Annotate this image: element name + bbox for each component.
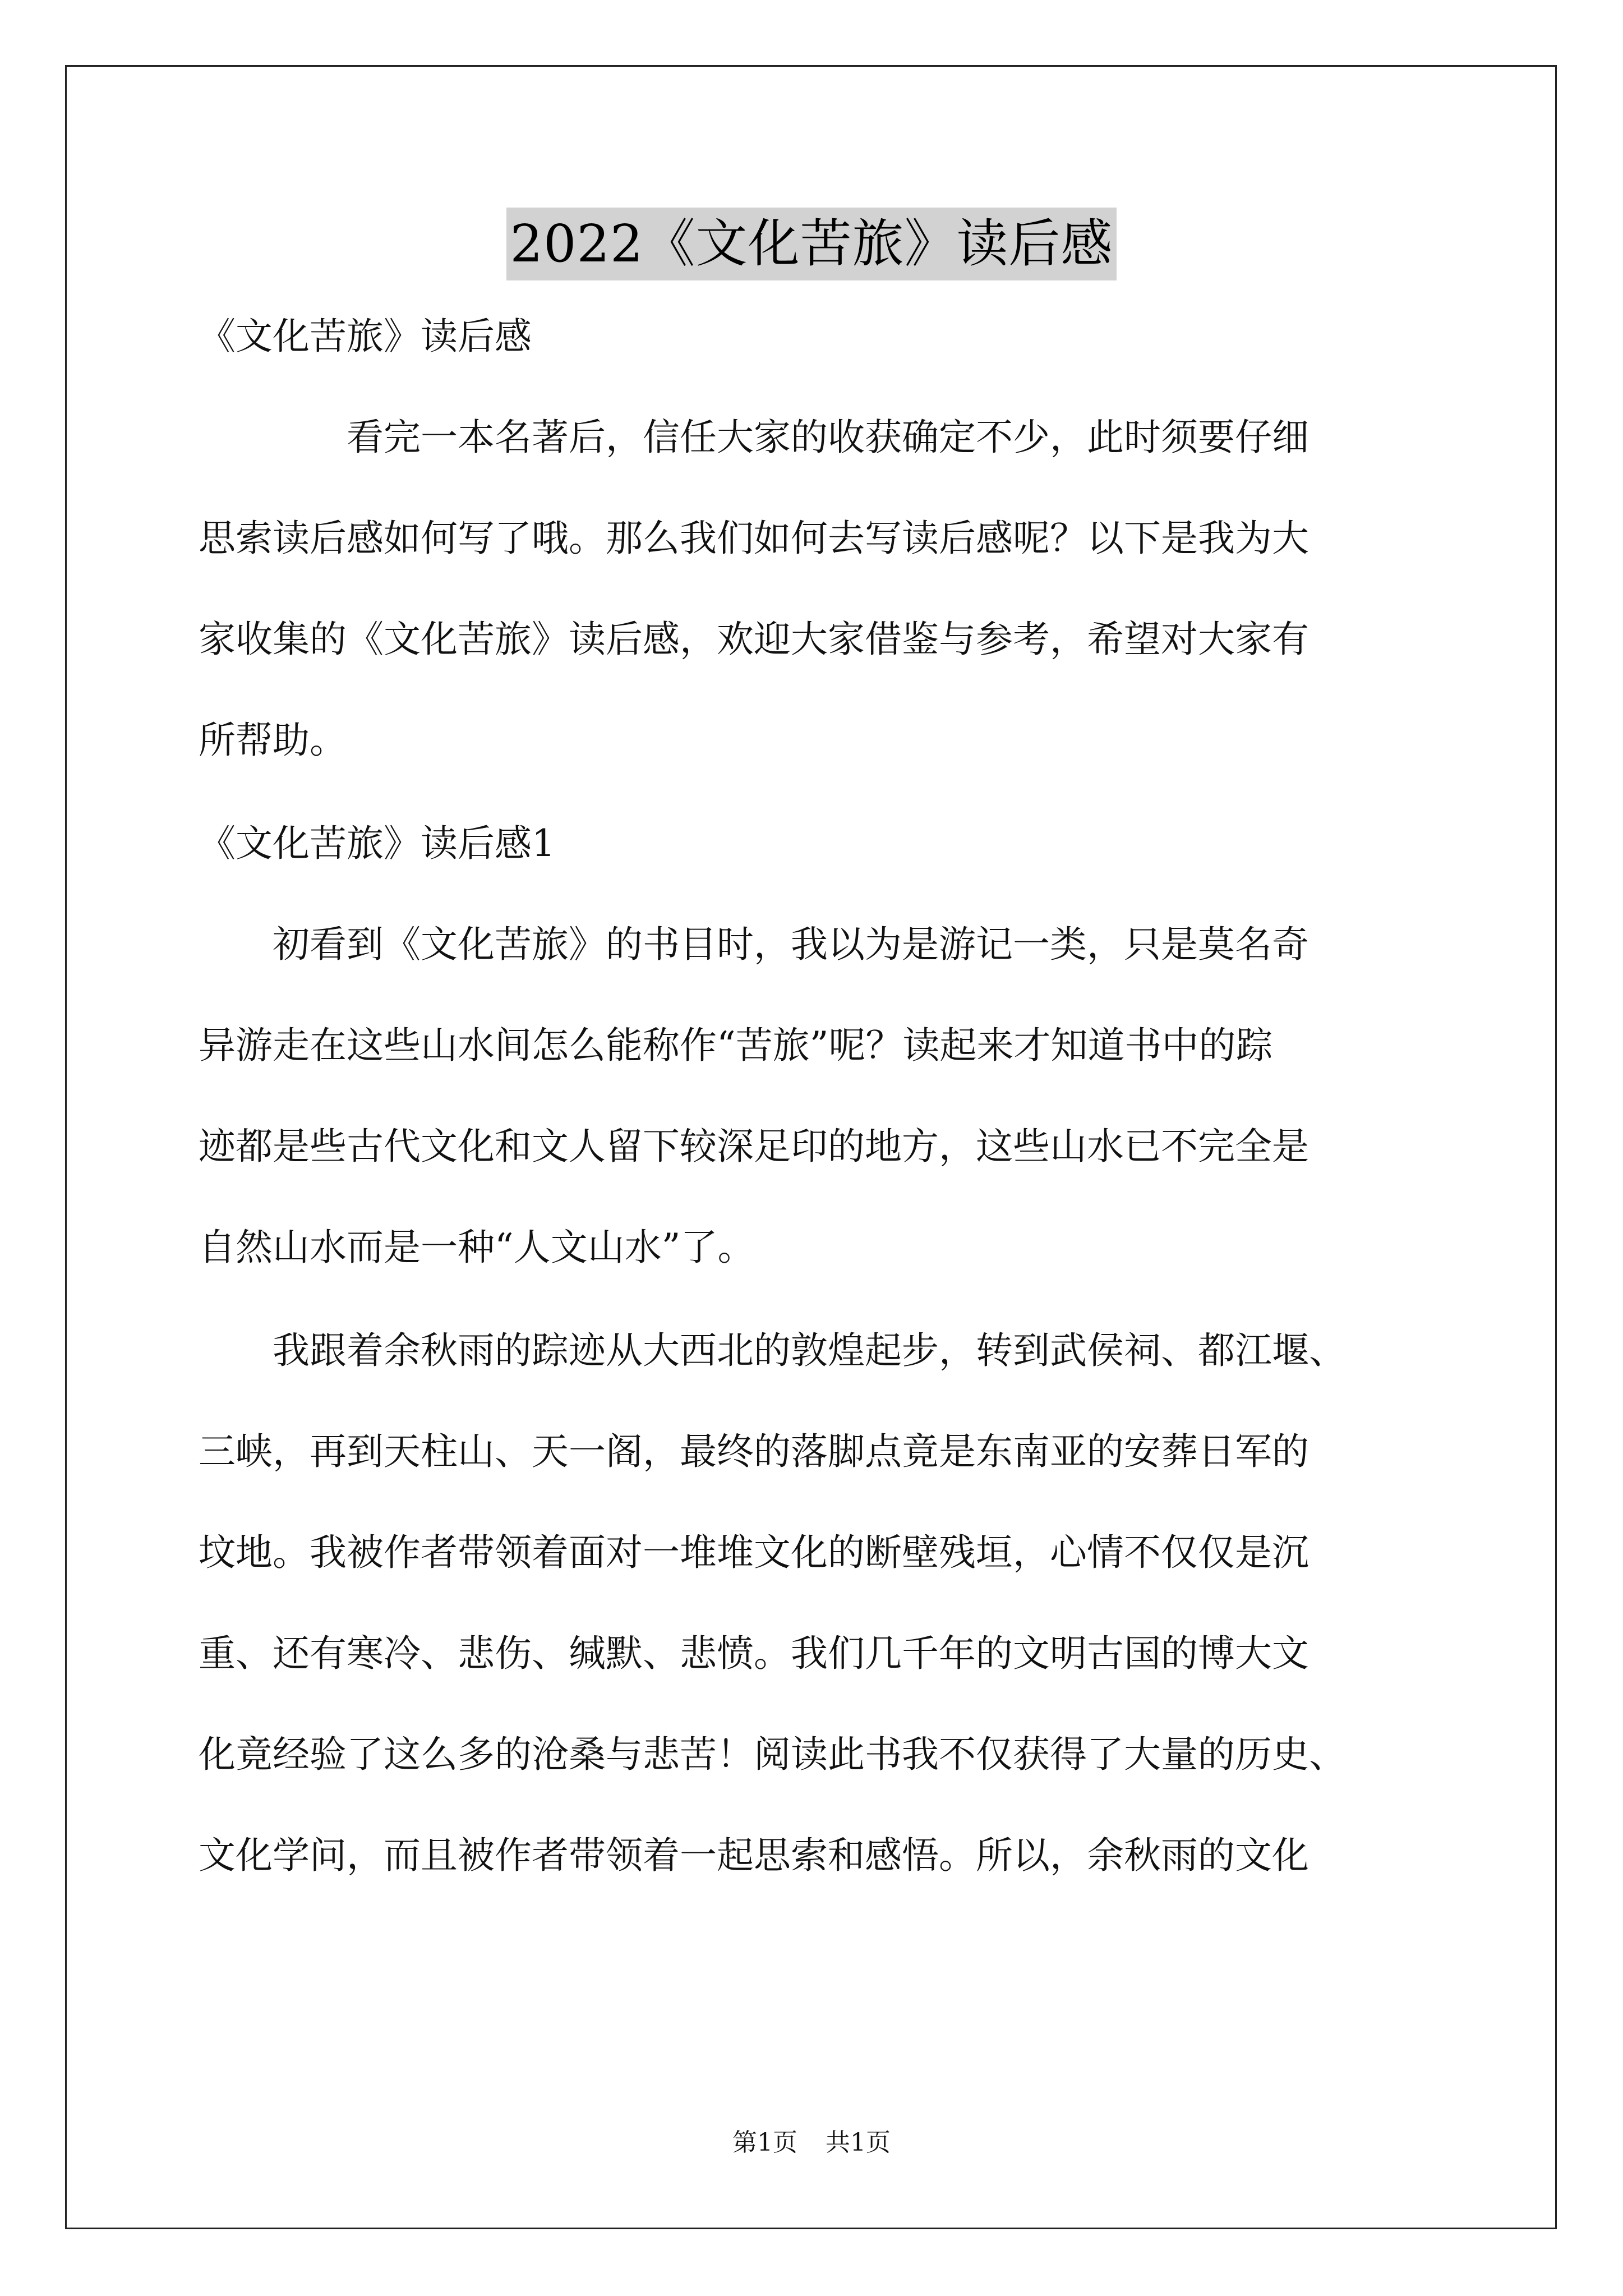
paragraph-line: 坟地。我被作者带领着面对一堆堆文化的断壁残垣，心情不仅仅是沉 (199, 1531, 1309, 1574)
paragraph-line: 我跟着余秋雨的踪迹从大西北的敦煌起步，转到武侯祠、都江堰、 (199, 1329, 1346, 1372)
title-container (0, 208, 1623, 280)
intro-line: 家收集的《文化苦旅》读后感，欢迎大家借鉴与参考，希望对大家有 (199, 618, 1309, 661)
paragraph-line: 自然山水而是一种“人文山水”了。 (199, 1226, 755, 1269)
document-body (199, 311, 1438, 1934)
paragraph-1 (199, 919, 1438, 1273)
paragraph-line: 迹都是些古代文化和文人留下较深足印的地方，这些山水已不完全是 (199, 1125, 1309, 1168)
paragraph-line: 异游走在这些山水间怎么能称作“苦旅”呢？读起来才知道书中的踪 (199, 1024, 1273, 1067)
page-number: 第1页 (732, 2128, 797, 2157)
paragraph-line: 化竟经验了这么多的沧桑与悲苦！阅读此书我不仅获得了大量的历史、 (199, 1733, 1346, 1776)
paragraph-line: 文化学问，而且被作者带领着一起思索和感悟。所以，余秋雨的文化 (199, 1834, 1309, 1877)
page-footer (0, 2126, 1623, 2160)
intro-line: 思索读后感如何写了哦。那么我们如何去写读后感呢？以下是我为大 (199, 517, 1309, 560)
subtitle: 《文化苦旅》读后感 (199, 315, 532, 358)
paragraph-line: 初看到《文化苦旅》的书目时，我以为是游记一类，只是莫名奇 (199, 923, 1309, 966)
intro-paragraph (199, 412, 1438, 766)
paragraph-line: 重、还有寒冷、悲伤、缄默、悲愤。我们几千年的文明古国的博大文 (199, 1632, 1309, 1675)
section-heading: 《文化苦旅》读后感1 (199, 822, 555, 865)
document-title: 2022《文化苦旅》读后感 (506, 208, 1116, 280)
intro-line: 所帮助。 (199, 719, 347, 762)
paragraph-line: 三峡，再到天柱山、天一阁，最终的落脚点竟是东南亚的安葬日军的 (199, 1430, 1309, 1473)
intro-line: 看完一本名著后，信任大家的收获确定不少，此时须要仔细 (199, 416, 1309, 459)
page-total: 共1页 (826, 2128, 891, 2157)
paragraph-2 (199, 1326, 1438, 1881)
